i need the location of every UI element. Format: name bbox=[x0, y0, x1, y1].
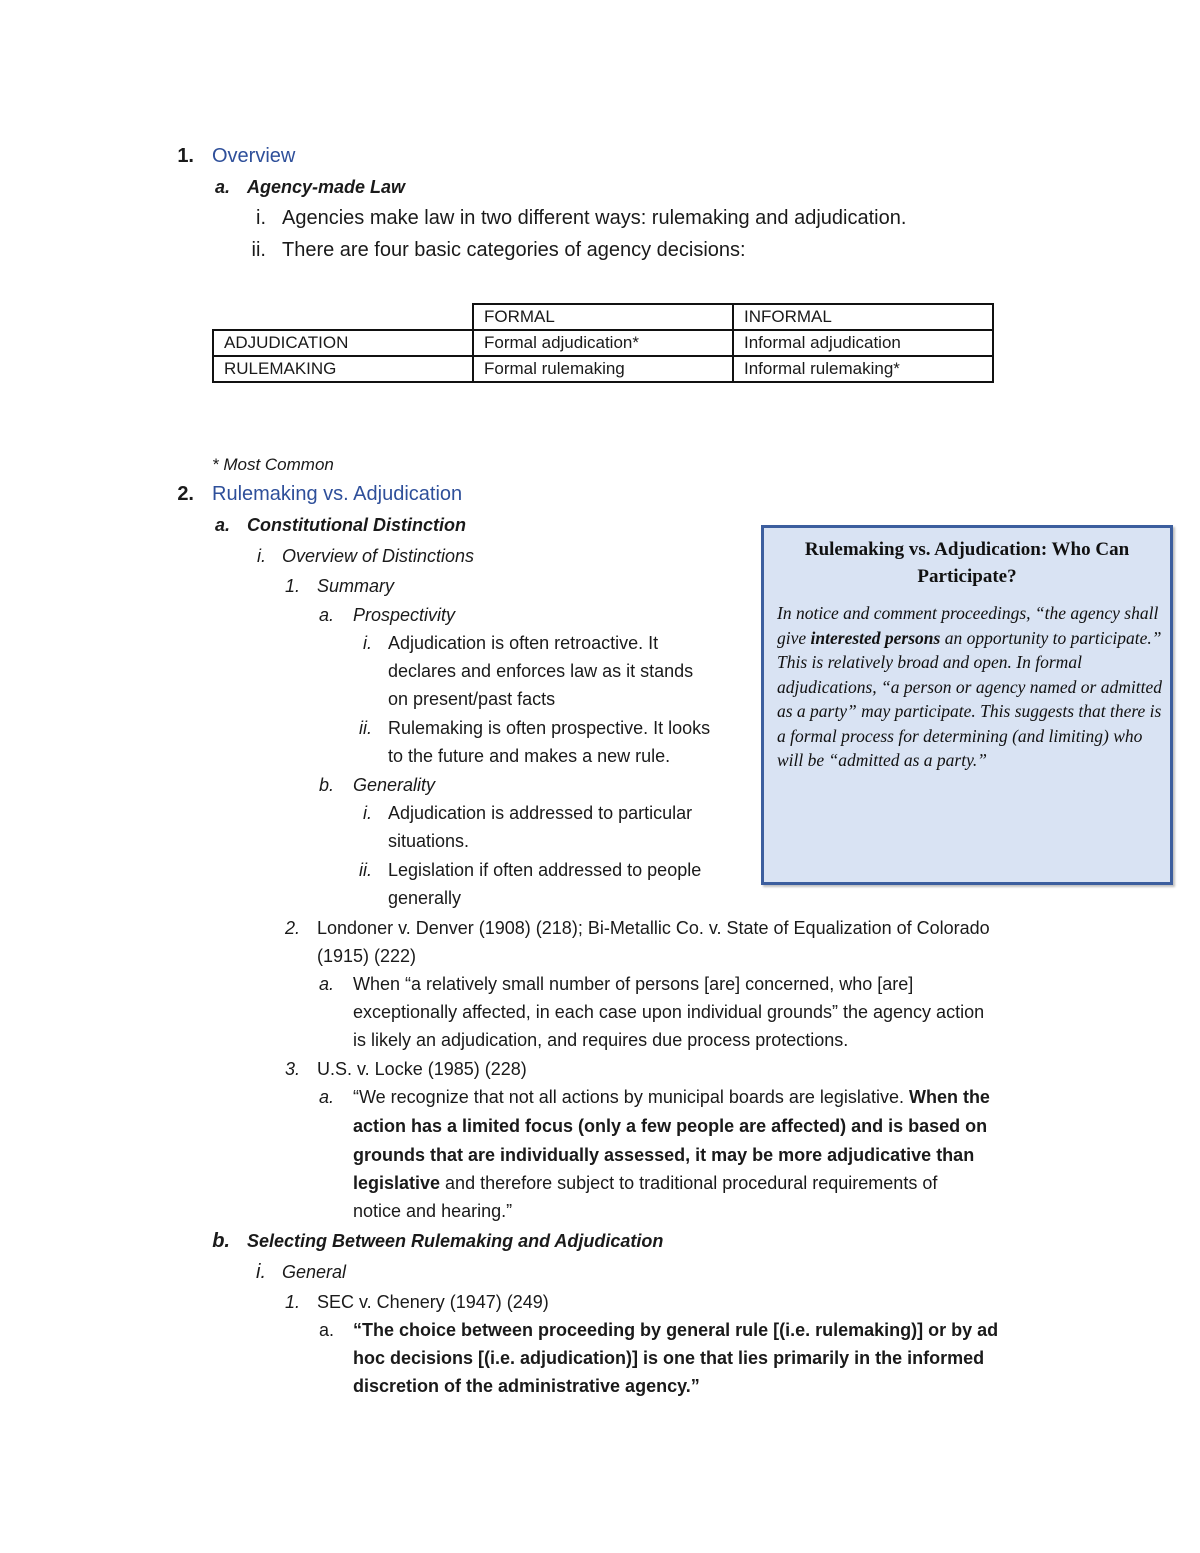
sidebar-text: In notice and comment proceedings, “the agency shall give bbox=[777, 603, 1159, 648]
item-2a-i-heading: Overview of Distinctions bbox=[282, 546, 475, 566]
item-locke-quote-line bbox=[353, 1083, 990, 1111]
item-summary-marker: 1. bbox=[284, 576, 300, 596]
sidebar-title bbox=[764, 536, 1170, 590]
item-chenery-quote-line: “The choice between proceeding by general rule [(i.e. rulemaking)] or by ad bbox=[353, 1320, 999, 1340]
agency-decision-categories-table bbox=[212, 303, 994, 383]
quote-bold: legislative bbox=[353, 1173, 441, 1193]
table-row bbox=[213, 356, 993, 382]
item-londoner-line: (1915) (222) bbox=[317, 946, 417, 966]
table-row bbox=[213, 330, 993, 356]
item-prospectivity-i-marker: i. bbox=[363, 633, 372, 653]
section-2a-marker: a. bbox=[214, 515, 230, 535]
item-chenery-a-marker: a. bbox=[318, 1320, 334, 1340]
item-londoner-a-marker: a. bbox=[318, 974, 334, 994]
item-londoner-a-line: When “a relatively small number of persons [are] concerned, who [are] bbox=[353, 974, 914, 994]
table-header-cell: INFORMAL bbox=[733, 304, 993, 330]
item-2a-i-marker: i. bbox=[257, 546, 266, 566]
table-header-cell bbox=[213, 304, 473, 330]
item-1a-ii-text: There are four basic categories of agency decisions: bbox=[282, 239, 746, 261]
item-prospectivity-heading: Prospectivity bbox=[353, 605, 456, 625]
item-londoner-line: Londoner v. Denver (1908) (218); Bi-Metallic Co. v. State of Equalization of Colorado bbox=[317, 918, 990, 938]
item-generality-ii-marker: ii. bbox=[359, 860, 372, 880]
item-prospectivity-marker: a. bbox=[318, 605, 334, 625]
section-1a-marker: a. bbox=[214, 177, 230, 197]
item-generality-ii-line: Legislation if often addressed to people bbox=[388, 860, 702, 880]
item-generality-ii-line: generally bbox=[388, 888, 462, 908]
section-2-marker: 2. bbox=[177, 483, 194, 505]
item-londoner-a-line: exceptionally affected, in each case upon individual grounds” the agency action bbox=[353, 1002, 985, 1022]
item-generality-i-line: Adjudication is addressed to particular bbox=[388, 803, 693, 823]
item-locke-marker: 3. bbox=[284, 1059, 300, 1079]
item-locke-text: U.S. v. Locke (1985) (228) bbox=[317, 1059, 527, 1079]
item-1a-ii-marker: ii. bbox=[251, 239, 266, 261]
item-generality-heading: Generality bbox=[353, 775, 436, 795]
section-1-heading: Overview bbox=[212, 145, 296, 167]
item-chenery-marker: 1. bbox=[284, 1292, 300, 1312]
sidebar-bold-text: interested persons bbox=[810, 627, 941, 648]
section-2-heading: Rulemaking vs. Adjudication bbox=[212, 483, 463, 505]
item-prospectivity-i-line: Adjudication is often retroactive. It bbox=[388, 633, 659, 653]
item-locke-quote-line: notice and hearing.” bbox=[353, 1201, 513, 1221]
item-chenery-quote-line: hoc decisions [(i.e. adjudication)] is one that lies primarily in the informed bbox=[353, 1348, 985, 1368]
item-locke-quote-line: action has a limited focus (only a few people are affected) and is based on bbox=[353, 1116, 988, 1136]
item-londoner-a-line: is likely an adjudication, and requires due process protections. bbox=[353, 1030, 849, 1050]
item-prospectivity-ii-line: to the future and makes a new rule. bbox=[388, 746, 671, 766]
item-1a-i-marker: i. bbox=[256, 207, 266, 229]
quote-plain: and therefore subject to traditional procedural requirements of bbox=[440, 1173, 938, 1193]
table-footnote: * Most Common bbox=[212, 455, 334, 474]
section-1a-heading: Agency-made Law bbox=[247, 177, 406, 197]
item-prospectivity-i-line: on present/past facts bbox=[388, 689, 556, 709]
item-prospectivity-ii-line: Rulemaking is often prospective. It looks bbox=[388, 718, 711, 738]
table-cell: ADJUDICATION bbox=[213, 330, 473, 356]
sidebar-body bbox=[777, 601, 1167, 773]
table-cell: Informal adjudication bbox=[733, 330, 993, 356]
table-cell: Formal rulemaking bbox=[473, 356, 733, 382]
item-prospectivity-ii-marker: ii. bbox=[359, 718, 372, 738]
who-can-participate-sidebar bbox=[761, 525, 1173, 885]
section-2b-heading: Selecting Between Rulemaking and Adjudication bbox=[247, 1231, 664, 1251]
quote-plain: “We recognize that not all actions by municipal boards are legislative. bbox=[353, 1087, 909, 1107]
sidebar-text: an opportunity to participate.” This is relatively broad and open. In formal adjudications, “a person or agency named or admitted as a party” may participate. This suggests that there is a formal process for determining (and limiting) who will be “admitted as a party.” bbox=[777, 627, 1162, 770]
table-cell: Formal adjudication* bbox=[473, 330, 733, 356]
sidebar-title-line: Participate? bbox=[917, 566, 1017, 587]
item-locke-quote-line bbox=[353, 1169, 937, 1197]
table-header-row bbox=[213, 304, 993, 330]
item-summary-heading: Summary bbox=[317, 576, 395, 596]
section-2a-heading: Constitutional Distinction bbox=[247, 515, 466, 535]
item-generality-i-marker: i. bbox=[363, 803, 372, 823]
quote-bold: When the bbox=[908, 1087, 990, 1107]
section-2b-marker: b. bbox=[212, 1230, 230, 1252]
item-londoner-marker: 2. bbox=[284, 918, 300, 938]
table-cell: Informal rulemaking* bbox=[733, 356, 993, 382]
sidebar-title-line: Rulemaking vs. Adjudication: Who Can bbox=[804, 539, 1130, 560]
table-header-cell: FORMAL bbox=[473, 304, 733, 330]
item-chenery-quote-line: discretion of the administrative agency.” bbox=[353, 1376, 700, 1396]
item-2b-i-heading: General bbox=[282, 1262, 347, 1282]
item-prospectivity-i-line: declares and enforces law as it stands bbox=[388, 661, 694, 681]
item-locke-quote-line: grounds that are individually assessed, it may be more adjudicative than bbox=[353, 1145, 975, 1165]
item-generality-marker: b. bbox=[318, 775, 334, 795]
table-cell: RULEMAKING bbox=[213, 356, 473, 382]
item-chenery-text: SEC v. Chenery (1947) (249) bbox=[317, 1292, 549, 1312]
item-1a-i-text: Agencies make law in two different ways: rulemaking and adjudication. bbox=[282, 207, 907, 229]
item-generality-i-line: situations. bbox=[388, 831, 470, 851]
item-locke-a-marker: a. bbox=[318, 1087, 334, 1107]
section-1-marker: 1. bbox=[177, 145, 194, 167]
item-2b-i-marker: i. bbox=[256, 1261, 266, 1283]
